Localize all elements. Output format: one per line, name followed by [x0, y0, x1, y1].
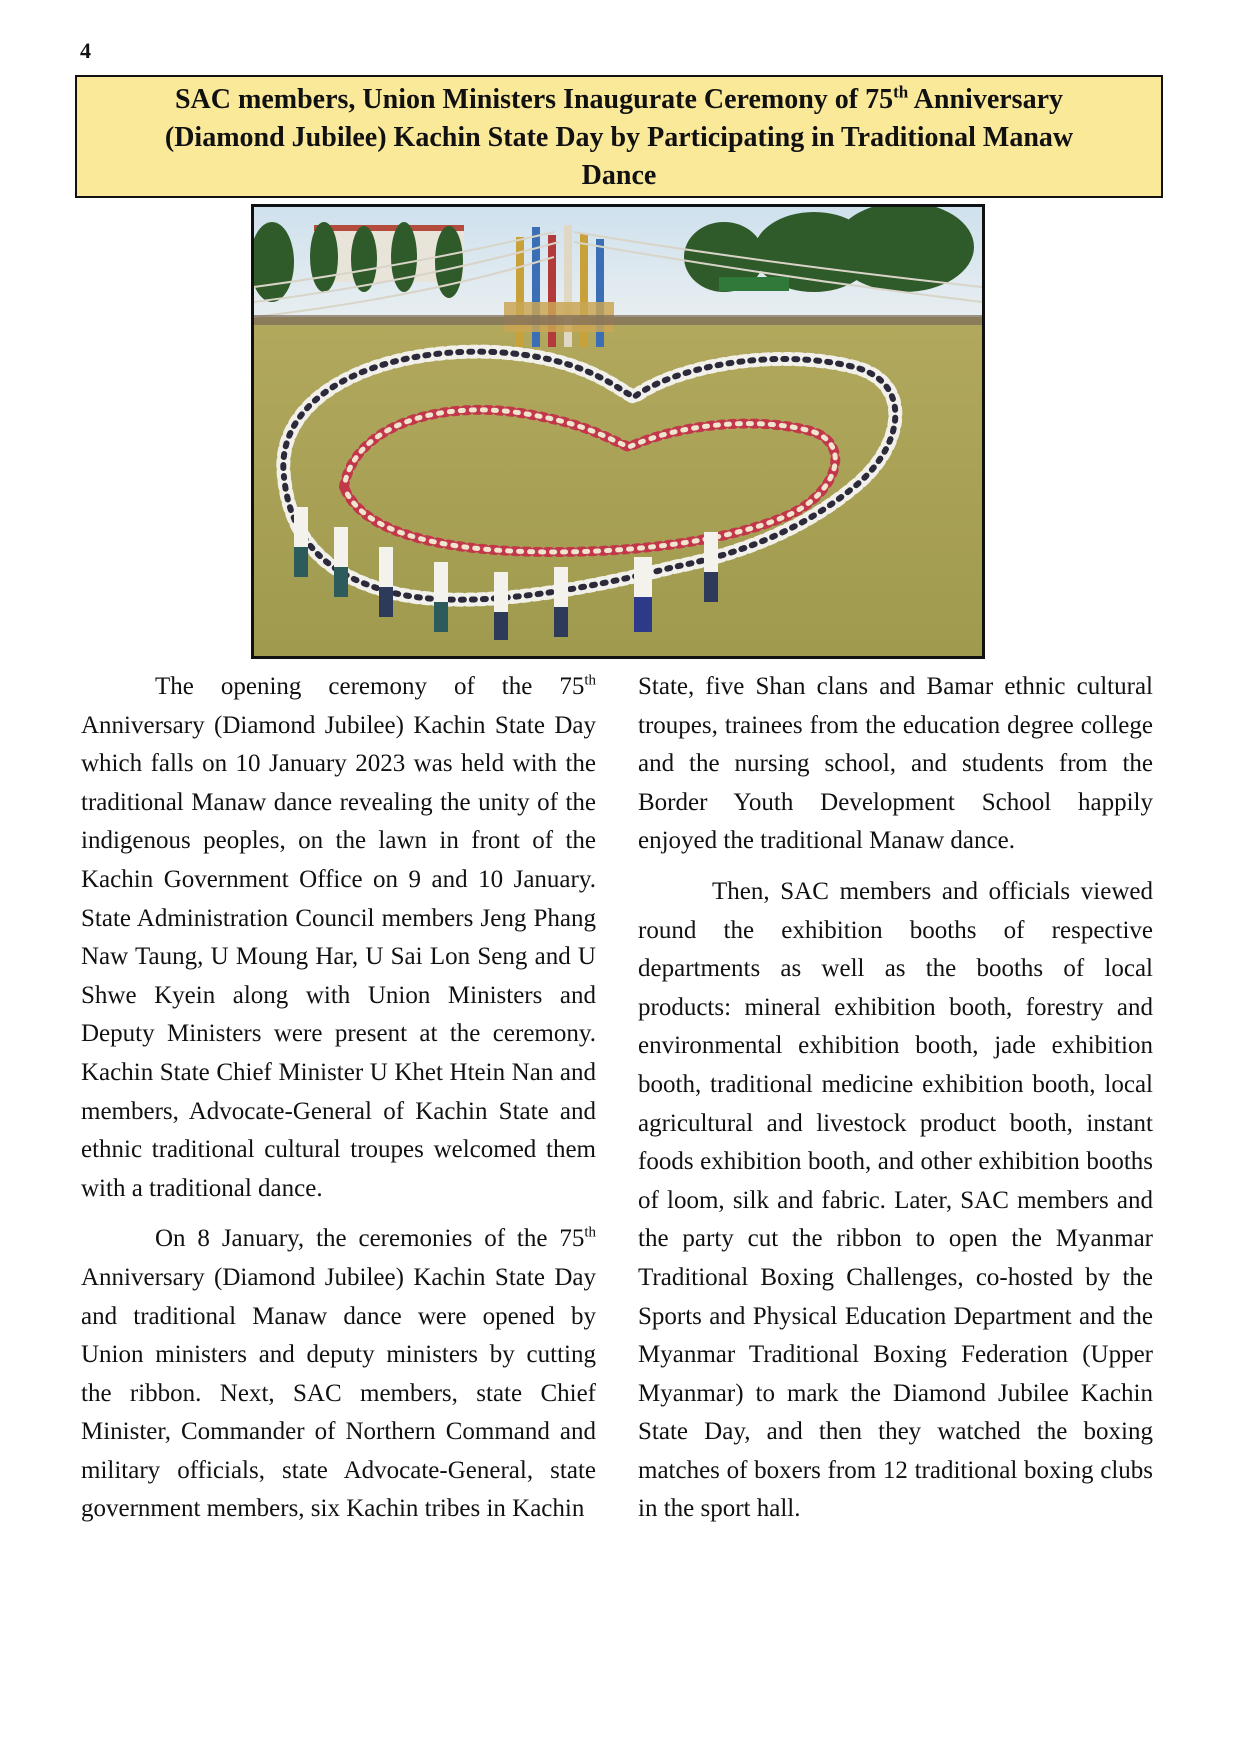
paragraph-3: State, five Shan clans and Bamar ethnic cultural troupes, trainees from the education degree college and the nursing school, and students from the Border Youth Development School happily enjoyed the traditional Manaw dance.: [638, 673, 1153, 855]
article-column-left: [81, 668, 596, 1529]
headline-line-1: SAC members, Union Ministers Inaugurate Ceremony of 75th Anniversary: [174, 82, 1063, 115]
headline-line-2: (Diamond Jubilee) Kachin State Day by Participating in Traditional Manaw: [164, 122, 1074, 153]
paragraph-1: The opening ceremony of the 75th Anniversary (Diamond Jubilee) Kachin State Day which falls on 10 January 2023 was held with the traditional Manaw dance revealing the unity of the indigenous peoples, on the lawn in front of the Kachin Government Office on 9 and 10 January. State Administration Council members Jeng Phang Naw Taung, U Moung Har, U Sai Lon Seng and U Shwe Kyein along with Union Ministers and Deputy Ministers were present at the ceremony. Kachin State Chief Minister U Khet Htein Nan and members, Advocate-General of Kachin State and ethnic traditional cultural troupes welcomed them with a traditional dance.: [81, 672, 596, 1202]
paragraph-4: Then, SAC members and officials viewed round the exhibition booths of respective departments as well as the booths of local products: mineral exhibition booth, forestry and environmental exhibition booth, jade exhibition booth, traditional medicine exhibition booth, local agricultural and livestock product booth, instant foods exhibition booth, and other exhibition booths of loom, silk and fabric. Later, SAC members and the party cut the ribbon to open the Myanmar Traditional Boxing Challenges, co-hosted by the Sports and Physical Education Department and the Myanmar Traditional Boxing Federation (Upper Myanmar) to mark the Diamond Jubilee Kachin State Day, and then they watched the boxing matches of boxers from 12 traditional boxing clubs in the sport hall.: [638, 877, 1153, 1523]
page-number: 4: [80, 38, 91, 63]
paragraph-2: On 8 January, the ceremonies of the 75th Anniversary (Diamond Jubilee) Kachin State Day and traditional Manaw dance were opened by Union ministers and deputy ministers by cutting the ribbon. Next, SAC members, state Chief Minister, Commander of Northern Command and military officials, state Advocate-General, state government members, six Kachin tribes in Kachin: [81, 1224, 596, 1523]
manaw-dance-photo: [251, 204, 985, 659]
article-column-right: [638, 668, 1153, 1529]
article-headline: [75, 75, 1163, 198]
headline-line-3: Dance: [581, 160, 657, 191]
